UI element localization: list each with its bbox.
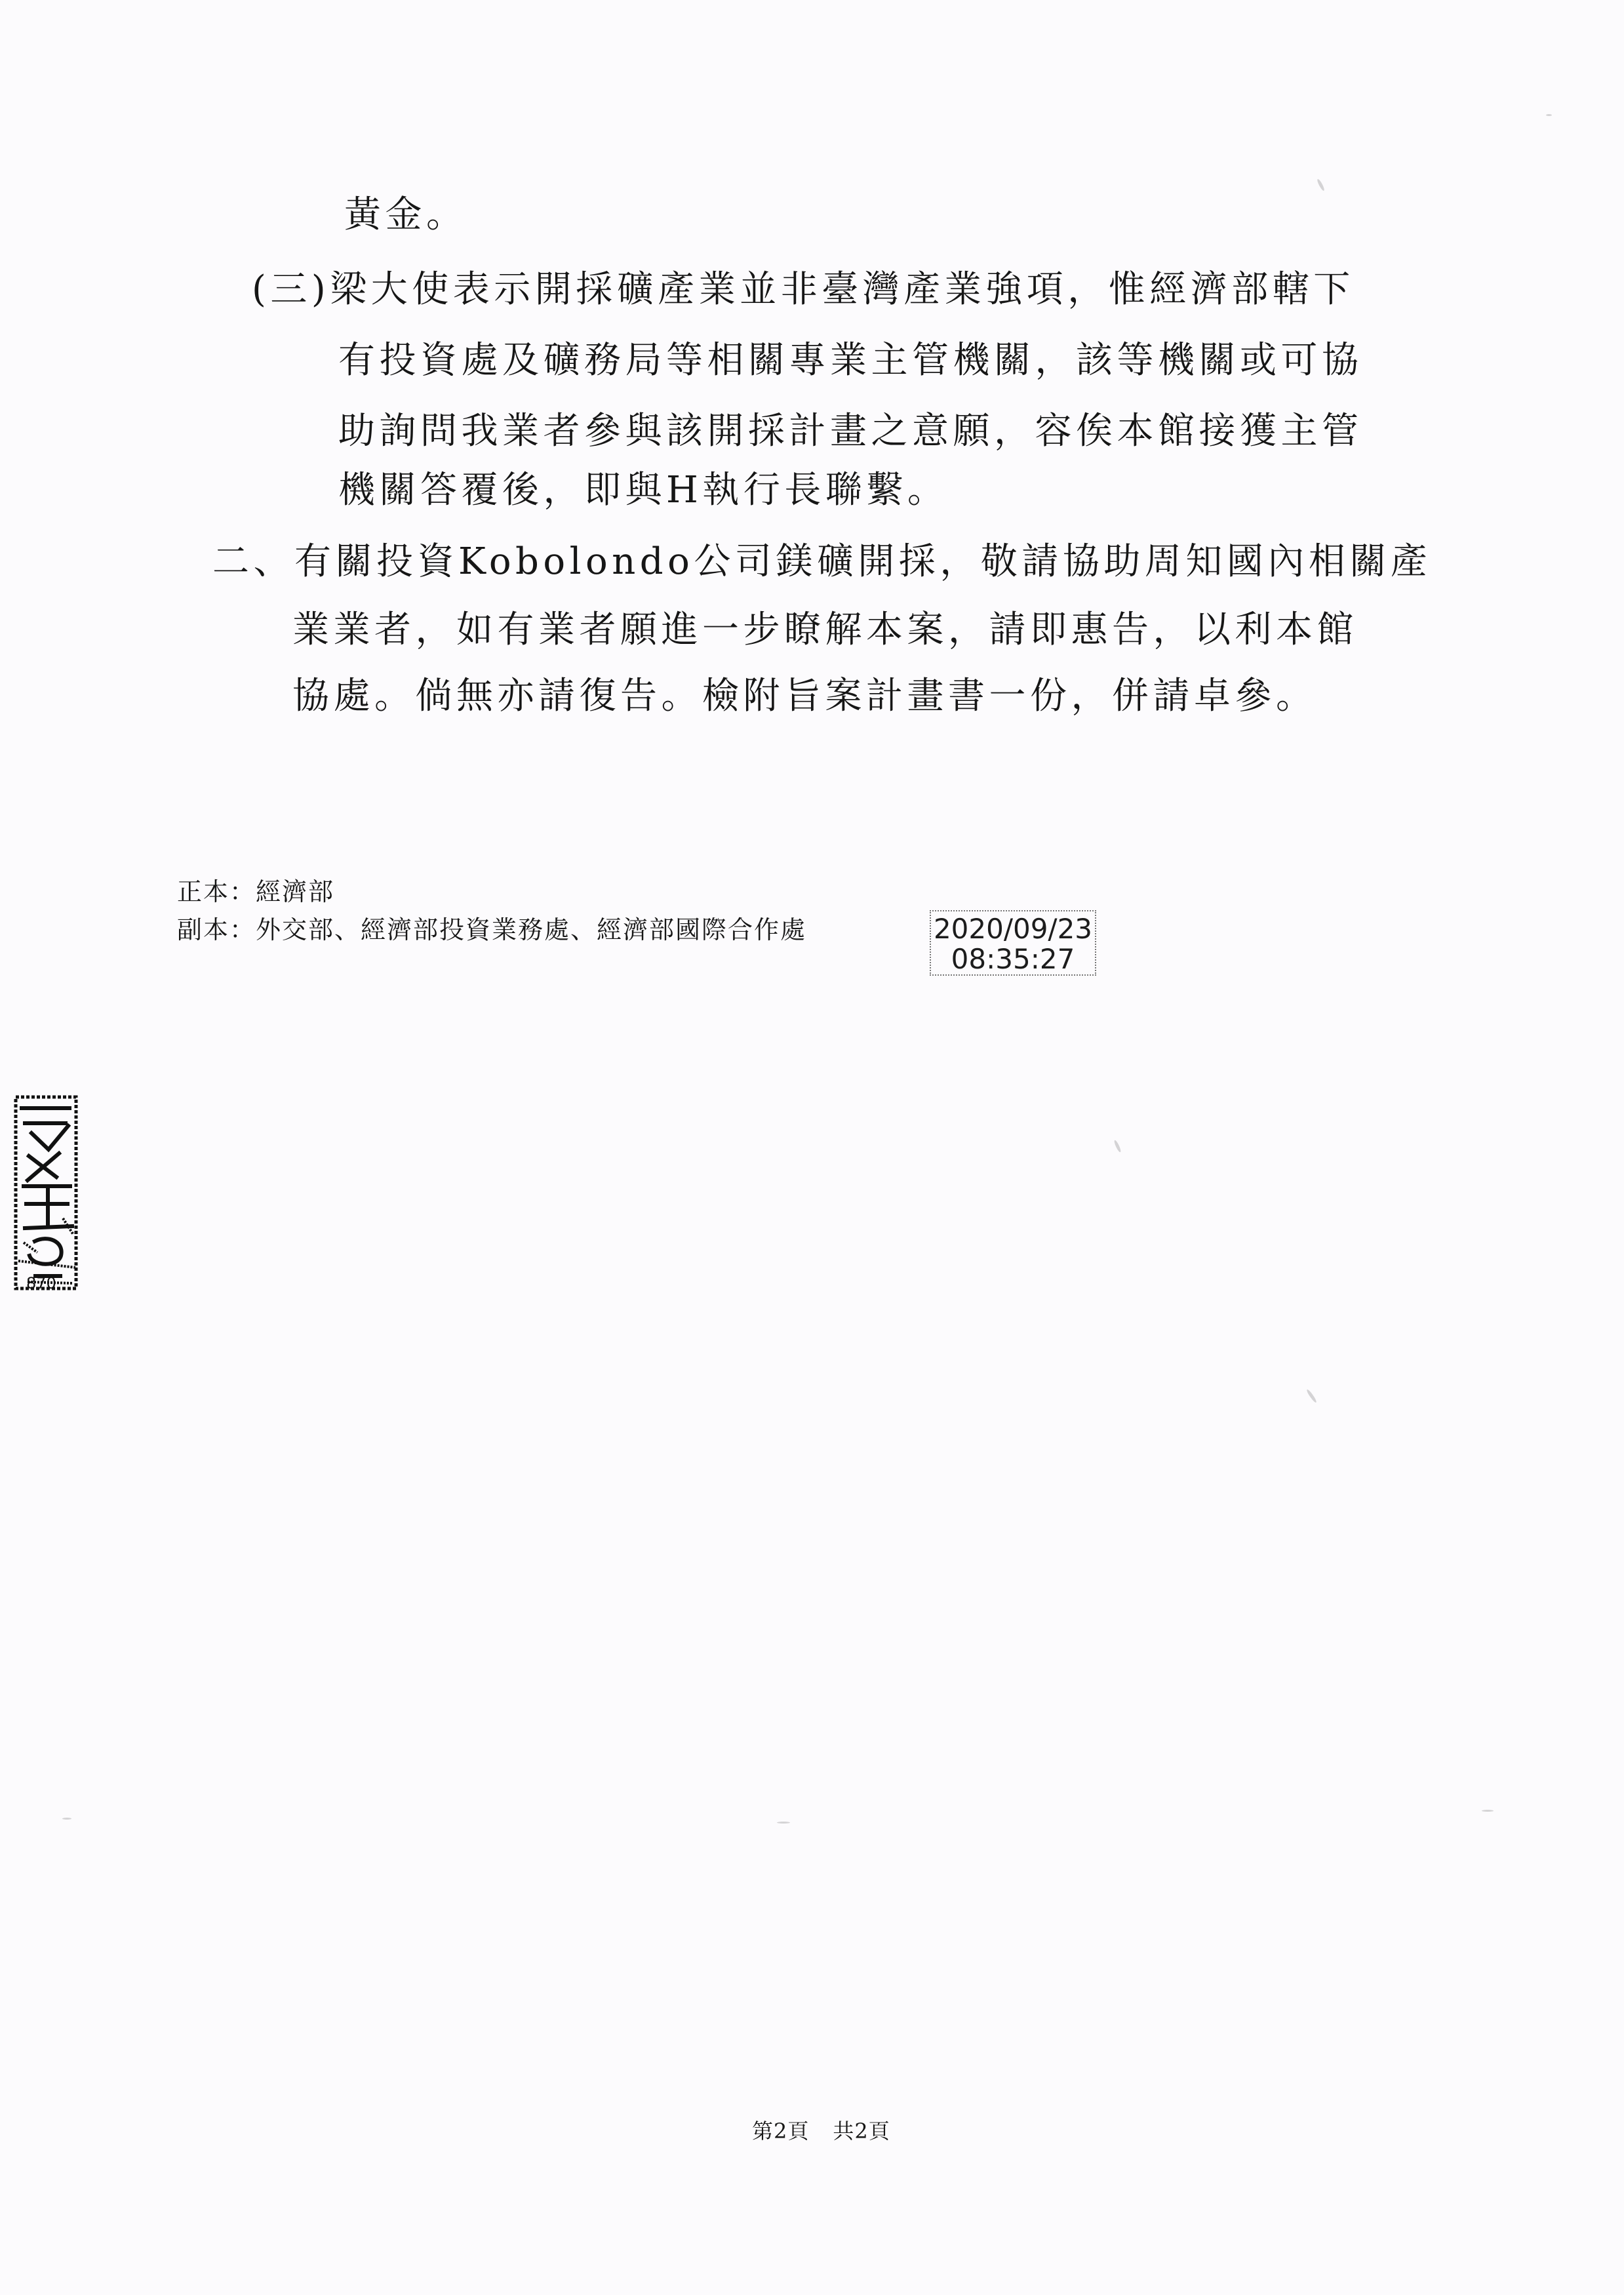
document-seal bbox=[12, 1092, 85, 1298]
scan-speck bbox=[1317, 178, 1326, 191]
stamped-timestamp bbox=[930, 910, 1096, 976]
scan-speck bbox=[1546, 114, 1552, 116]
body-line-5: 機關答覆後，即與H執行長聯繫。 bbox=[338, 469, 949, 511]
current-page: 第2頁 bbox=[752, 2119, 810, 2144]
timestamp-time: 08:35:27 bbox=[951, 943, 1075, 975]
body-line-8: 協處。倘無亦請復告。檢附旨案計畫書一份，併請卓參。 bbox=[292, 675, 1317, 717]
scan-speck bbox=[1306, 1389, 1318, 1404]
page-number bbox=[752, 2118, 890, 2144]
scan-speck bbox=[1113, 1140, 1122, 1153]
scan-speck bbox=[1482, 1810, 1494, 1812]
total-pages: 共2頁 bbox=[833, 2119, 890, 2144]
body-line-7: 業業者，如有業者願進一步瞭解本案，請即惠告，以利本館 bbox=[292, 609, 1358, 651]
svg-text:870: 870 bbox=[26, 1274, 56, 1292]
scan-speck bbox=[777, 1822, 790, 1824]
timestamp-date: 2020/09/23 bbox=[933, 913, 1093, 945]
body-line-1: 黃金。 bbox=[344, 193, 467, 236]
body-line-6: 二、有關投資Kobolondo公司鎂礦開採，敬請協助周知國內相關產 bbox=[212, 540, 1432, 583]
body-line-4: 助詢問我業者參與該開採計畫之意願，容俟本館接獲主管 bbox=[338, 410, 1363, 452]
copy-recipients: 副本：外交部、經濟部投資業務處、經濟部國際合作處 bbox=[177, 915, 807, 944]
original-recipient: 正本：經濟部 bbox=[177, 877, 335, 906]
scan-speck bbox=[62, 1818, 71, 1820]
body-line-2: (三)梁大使表示開採礦產業並非臺灣產業強項，惟經濟部轄下 bbox=[252, 268, 1355, 311]
body-line-3: 有投資處及礦務局等相關專業主管機關，該等機關或可協 bbox=[338, 339, 1363, 382]
